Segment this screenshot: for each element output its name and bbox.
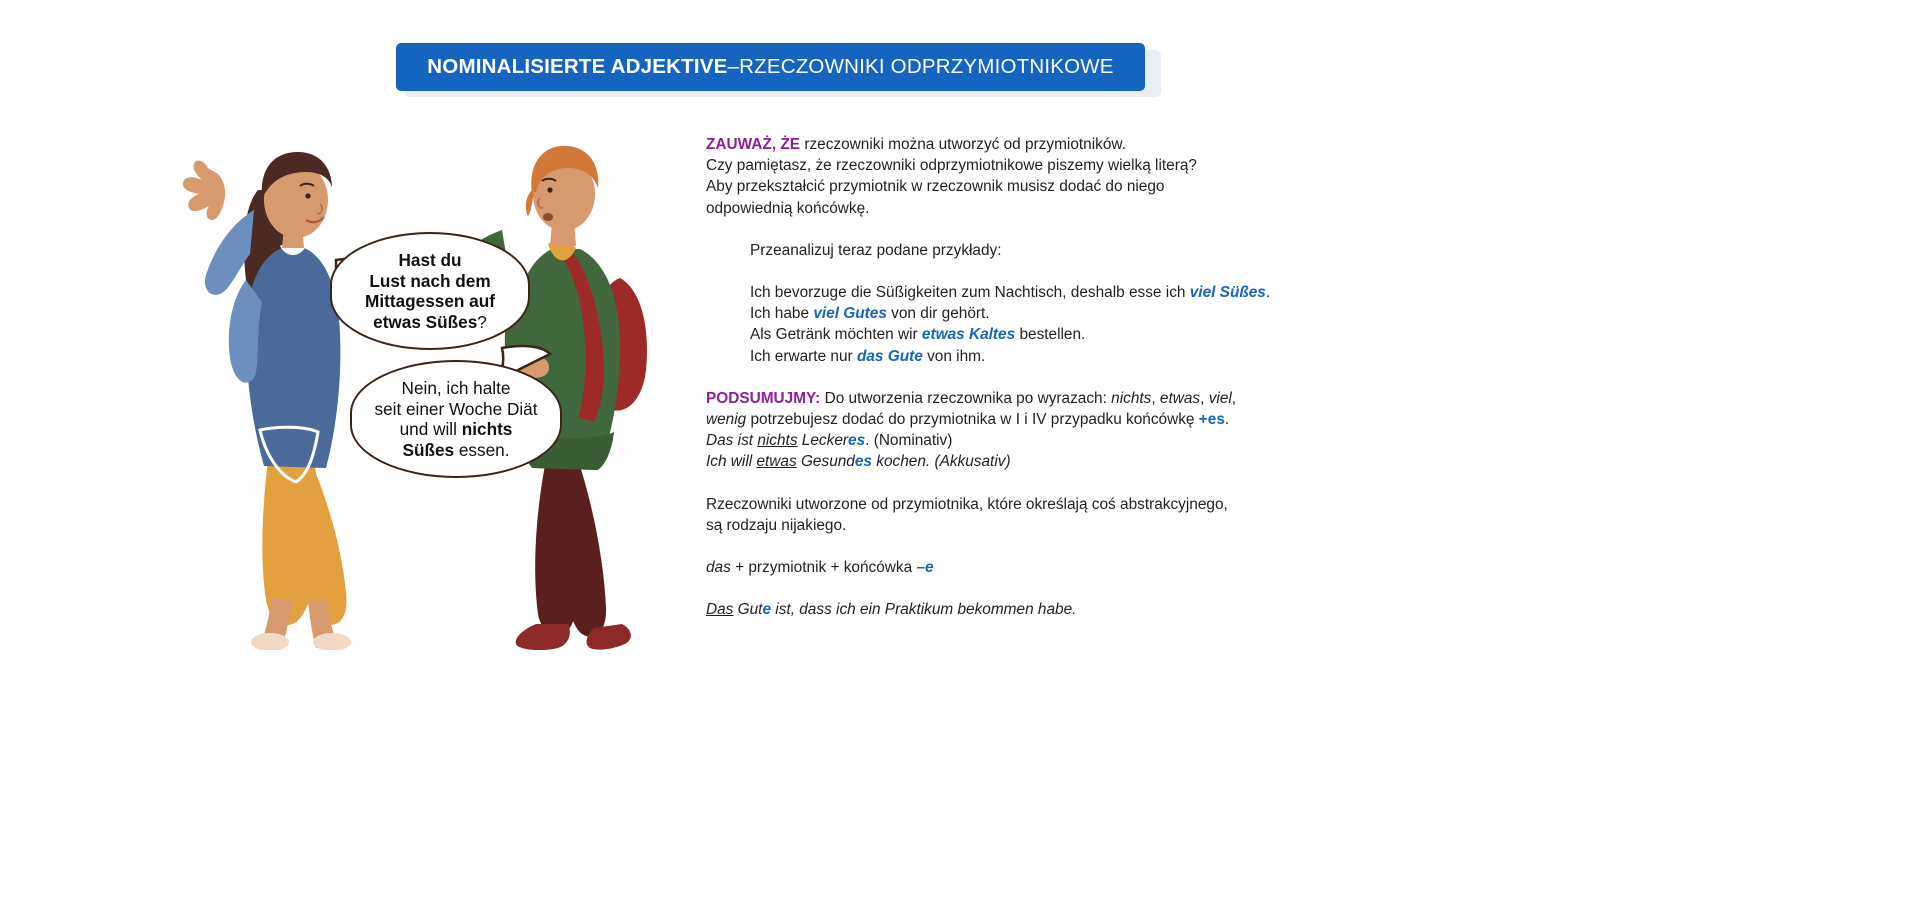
summary-l1-a: Do utworzenia rzeczownika po wyrazach:: [820, 389, 1112, 407]
final-example-a: Gut: [733, 601, 763, 619]
neuter-note-line-1: Rzeczowniki utworzone od przymiotnika, które określają coś abstrakcyjnego,: [706, 495, 1228, 513]
summary-l2-a: potrzebujesz dodać do przymiotnika w I i IV przypadku końcówkę: [746, 411, 1199, 429]
bubble-man-line4: [374, 440, 537, 461]
spacer-5: [706, 536, 1346, 557]
woman-figure: [183, 152, 351, 650]
spacer-4: [706, 473, 1346, 494]
title-banner: [396, 43, 1161, 97]
nominativ-ending: es: [848, 432, 866, 450]
banner-title-regular: RZECZOWNIKI ODPRZYMIOTNIKOWE: [739, 55, 1114, 78]
bubble-woman-line1: Hast du: [398, 250, 462, 270]
speech-bubble-man: [350, 360, 562, 478]
example-1-pre: Ich bevorzuge die Süßigkeiten zum Nachtisch, deshalb esse ich: [750, 284, 1190, 302]
banner-body: [396, 43, 1145, 91]
bubble-woman-qmark: ?: [477, 311, 487, 332]
example-3-post: bestellen.: [1015, 326, 1086, 344]
neuter-note-line-2: są rodzaju nijakiego.: [706, 516, 847, 534]
formula-line: [706, 557, 1346, 578]
summary-word-etwas: etwas: [1159, 389, 1201, 407]
summary-line-1: [706, 388, 1346, 409]
spacer-3: [706, 367, 1346, 388]
akkusativ-underlined: etwas: [756, 453, 797, 471]
summary-l2-b: .: [1224, 411, 1230, 429]
nominativ-b: Lecker: [797, 432, 849, 450]
bubble-woman-line4: [365, 312, 495, 333]
bubble-man-highlight1: nichts: [461, 419, 513, 439]
summary-l1-d: ,: [1231, 389, 1237, 407]
example-row: [750, 324, 1346, 345]
example-row: [750, 282, 1346, 303]
intro-line1-rest: rzeczowniki można utworzyć od przymiotników.: [800, 136, 1126, 153]
final-example-ending: e: [762, 601, 772, 619]
summary-keyword: PODSUMUJMY:: [706, 389, 821, 407]
nominativ-c: . (Nominativ): [865, 432, 953, 450]
summary-word-nichts: nichts: [1111, 389, 1152, 407]
formula-das: das: [706, 559, 731, 577]
example-row: [750, 346, 1346, 367]
bubble-man-line3: [374, 419, 537, 440]
summary-akkusativ-line: [706, 451, 1346, 472]
summary-block: [706, 388, 1346, 473]
intro-line-4: odpowiednią końcówkę.: [706, 199, 870, 217]
final-example-b: ist, dass ich ein Praktikum bekommen habe.: [771, 601, 1077, 619]
summary-word-viel: viel: [1208, 389, 1232, 407]
intro-line-1: [706, 134, 1346, 155]
bubble-woman-highlight: etwas Süßes: [373, 311, 478, 332]
summary-line-2: [706, 409, 1346, 430]
intro-keyword: ZAUWAŻ, ŻE: [706, 136, 801, 153]
banner-title-dash: –: [727, 55, 740, 78]
illustration: [150, 130, 710, 650]
spacer-2: [706, 261, 1346, 282]
bubble-man-line2: seit einer Woche Diät: [374, 398, 538, 419]
formula-rest: + przymiotnik + końcówka: [730, 559, 917, 577]
akkusativ-b: Gesund: [796, 453, 855, 471]
summary-nominativ-line: [706, 430, 1346, 451]
bubble-woman-line3: Mittagessen auf: [365, 291, 495, 311]
bubble-man-line1: Nein, ich halte: [401, 378, 511, 398]
example-2-pre: Ich habe: [750, 305, 814, 323]
summary-l1-c: ,: [1200, 389, 1209, 407]
example-3-pre: Als Getränk möchten wir: [750, 326, 922, 344]
nominativ-a: Das ist: [706, 432, 758, 450]
final-example-line: [706, 599, 1346, 620]
summary-l1-b: ,: [1151, 389, 1160, 407]
examples-list: [706, 282, 1346, 367]
intro-block: [706, 134, 1346, 219]
example-row: [750, 303, 1346, 324]
example-1-highlight: viel Süßes: [1189, 284, 1266, 302]
example-4-highlight: das Gute: [856, 347, 923, 365]
spacer-1: [706, 219, 1346, 240]
example-3-highlight: etwas Kaltes: [921, 326, 1016, 344]
example-4-post: von ihm.: [922, 347, 986, 365]
bubble-man-line4-tail: essen.: [454, 439, 510, 460]
bubble-woman-line2: Lust nach dem: [369, 270, 491, 291]
akkusativ-a: Ich will: [706, 453, 757, 471]
nominativ-underlined: nichts: [757, 432, 798, 450]
intro-line-2: Czy pamiętasz, że rzeczowniki odprzymiotnikowe piszemy wielką literą?: [706, 157, 1197, 175]
bubble-man-highlight2: Süßes: [402, 439, 455, 460]
final-example-underlined: Das: [706, 601, 734, 619]
summary-word-wenig: wenig: [706, 411, 747, 429]
speech-bubble-woman: [330, 232, 530, 350]
lesson-text-column: [706, 134, 1346, 620]
akkusativ-c: kochen. (Akkusativ): [872, 453, 1011, 471]
example-4-pre: Ich erwarte nur: [750, 347, 857, 365]
example-1-post: .: [1265, 284, 1271, 302]
example-2-highlight: viel Gutes: [813, 305, 887, 323]
spacer-6: [706, 578, 1346, 599]
formula-ending-e: –e: [916, 559, 934, 577]
bubble-man-line3-pre: und will: [399, 419, 462, 439]
example-2-post: von dir gehört.: [886, 305, 990, 323]
akkusativ-ending: es: [854, 453, 872, 471]
intro-line-3: Aby przekształcić przymiotnik w rzeczownik musisz dodać do niego: [706, 178, 1165, 196]
banner-title-bold: NOMINALISIERTE ADJEKTIVE: [427, 55, 728, 78]
neuter-note-block: [706, 494, 1346, 536]
summary-ending-es: +es: [1198, 411, 1225, 429]
examples-lead: Przeanalizuj teraz podane przykłady:: [750, 241, 1002, 259]
